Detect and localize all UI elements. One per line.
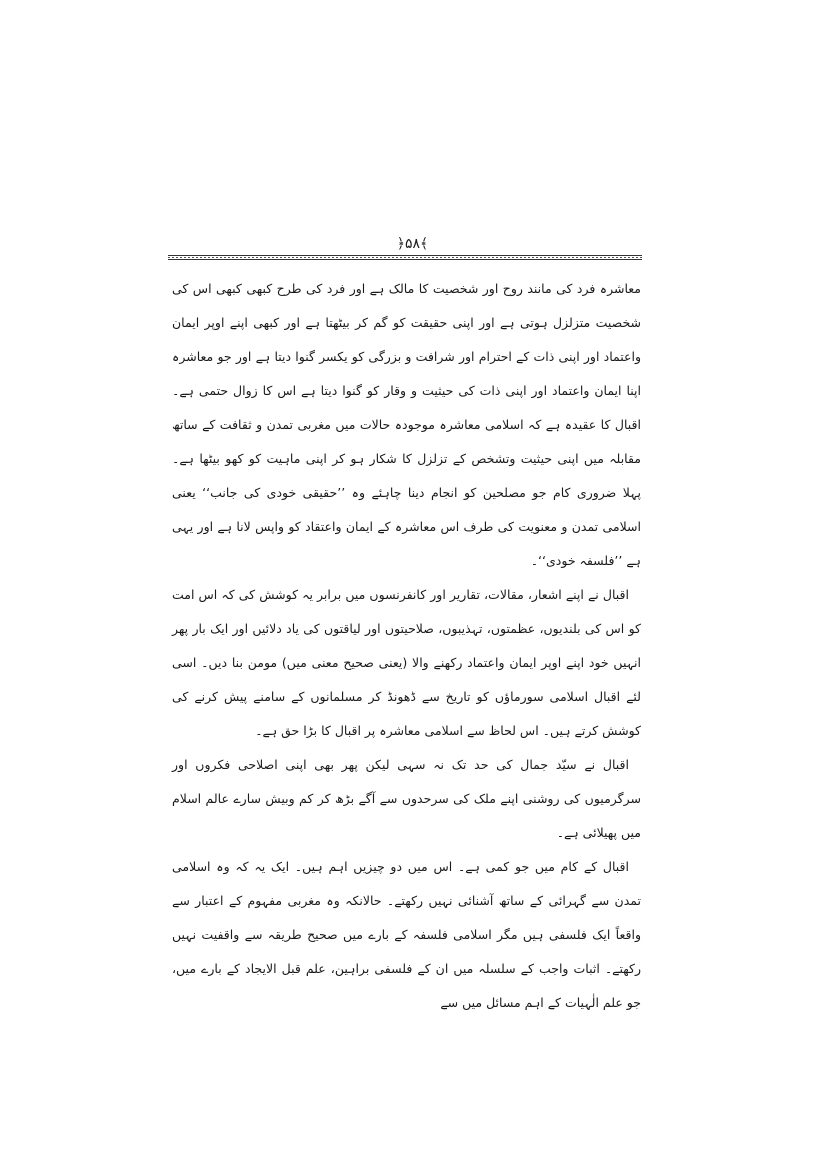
page-body <box>172 272 641 1020</box>
paragraph-2: اقبال نے اپنے اشعار، مقالات، تقاریر اور کانفرنسوں میں برابر یہ کوشش کی کہ اس امت کو اس کی بلندیوں، عظمتوں، تہذیبوں، صلاحیتوں اور لیاقتوں کی یاد دلائیں اور ایک بار پھر انہیں خود اپنے اوپر ایمان واعتماد رکھنے والا (یعنی صحیح معنی میں) مومن بنا دیں۔ اسی لئے اقبال اسلامی سورماؤں کو تاریخ سے ڈھونڈ کر مسلمانوں کے سامنے پیش کرنے کی کوشش کرتے ہیں۔ اس لحاظ سے اسلامی معاشرہ پر اقبال کا بڑا حق ہے۔ <box>172 587 641 738</box>
header-divider <box>168 255 642 260</box>
paragraph-3: اقبال نے سیّد جمال کی حد تک نہ سہی لیکن پھر بھی اپنی اصلاحی فکروں اور سرگرمیوں کی روشنی اپنے ملک کی سرحدوں سے آگے بڑھ کر کم وبیش سارے عالم اسلام میں پھیلائی ہے۔ <box>172 757 641 840</box>
page-number: ﴿۵۸﴾ <box>396 236 429 252</box>
paragraph-1: معاشرہ فرد کی مانند روح اور شخصیت کا مالک ہے اور فرد کی طرح کبھی کبھی اس کی شخصیت متزلزل ہوتی ہے اور اپنی حقیقت کو گم کر بیٹھتا ہے اور کبھی اپنے اوپر ایمان واعتماد اور اپنی ذات کے احترام اور شرافت و بزرگی کو یکسر گنوا دیتا ہے اور جو معاشرہ اپنا ایمان واعتماد اور اپنی ذات کی حیثیت و وقار کو گنوا دیتا ہے اس کا زوال حتمی ہے۔ اقبال کا عقیدہ ہے کہ اسلامی معاشرہ موجودہ حالات میں مغربی تمدن و ثقافت کے ساتھ مقابلہ میں اپنی حیثیت وتشخص کے تزلزل کا شکار ہو کر اپنی ماہیت کو کھو بیٹھا ہے۔ پہلا ضروری کام جو مصلحین کو انجام دینا چاہئے وہ ’’حقیقی خودی کی جانب‘‘ یعنی اسلامی تمدن و معنویت کی طرف اس معاشرہ کے ایمان واعتقاد کو واپس لانا ہے اور یہی ہے ’’فلسفہ خودی‘‘۔ <box>172 281 641 568</box>
paragraph-4: اقبال کے کام میں جو کمی ہے۔ اس میں دو چیزیں اہم ہیں۔ ایک یہ کہ وہ اسلامی تمدن سے گہرائی کے ساتھ آشنائی نہیں رکھتے۔ حالانکہ وہ مغربی مفہوم کے اعتبار سے واقعاً ایک فلسفی ہیں مگر اسلامی فلسفہ کے بارے میں صحیح طریقہ سے واقفیت نہیں رکھتے۔ اثبات واجب کے سلسلہ میں ان کے فلسفی براہین، علم قبل الایجاد کے بارے میں، جو علم الٰہیات کے اہم مسائل میں سے <box>172 859 641 1010</box>
